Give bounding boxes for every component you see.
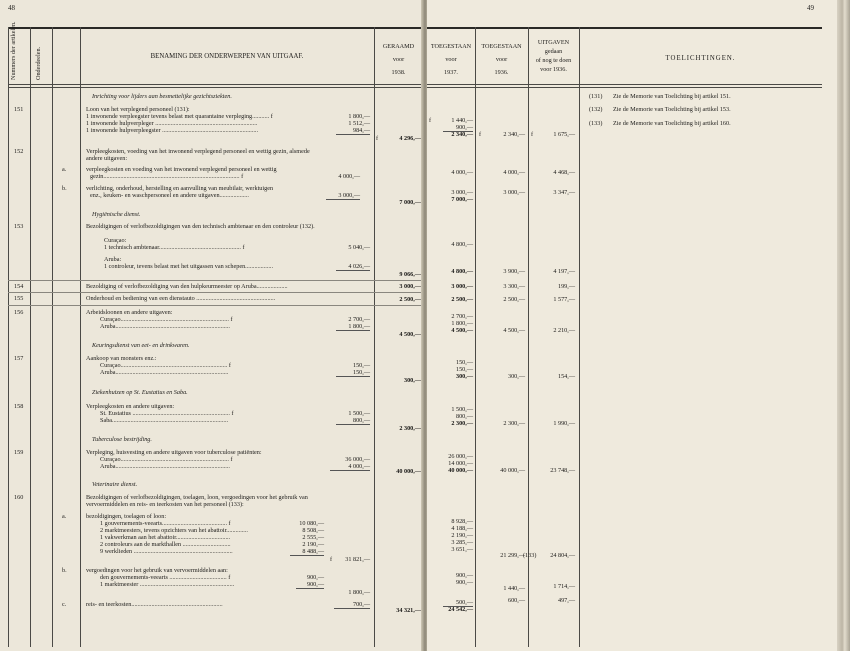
- amount: 36 000,—: [345, 456, 370, 463]
- amount: 10 080,—: [299, 520, 324, 527]
- text-line: St. Eustatius ............................................................... f: [100, 410, 234, 417]
- text-line: Onderhoud en bediening van een dienstauto ...................................................: [86, 295, 276, 302]
- header-line: UITGAVEN: [537, 39, 570, 46]
- amount: 500,—: [455, 599, 473, 606]
- amount-uitgaven: 497,—: [557, 597, 575, 604]
- currency-mark: f: [531, 131, 534, 138]
- amount-1936: 4 000,—: [503, 169, 525, 176]
- text-line: 1 controleur, tevens belast met het uitgassen van schepen..................: [104, 263, 274, 270]
- amount-1936: 3 000,—: [503, 189, 525, 196]
- amount: 150,—: [455, 359, 473, 366]
- text-line: Loon van het verplegend personeel (131):: [86, 106, 190, 113]
- amount: 984,—: [352, 127, 370, 134]
- amount: 3 000,—: [338, 192, 360, 199]
- article-number: 160: [14, 494, 24, 501]
- article-number: 156: [14, 309, 24, 316]
- amount: 3 285,—: [451, 539, 473, 546]
- sum-rule: [336, 330, 370, 331]
- header-bottom-rule: [8, 84, 423, 85]
- note-text: Zie de Memorie van Toelichting bij artikel 160.: [613, 120, 731, 127]
- article-number: 159: [14, 449, 24, 456]
- header-top-rule: [427, 27, 822, 29]
- amount: 8 508,—: [302, 527, 324, 534]
- sum-rule: [296, 588, 324, 589]
- amount: 2 555,—: [302, 534, 324, 541]
- note-number: (132): [589, 106, 603, 113]
- text-line: gezin........................................................................................ f: [90, 173, 244, 180]
- header-bottom-rule-2: [8, 87, 423, 88]
- article-number: 157: [14, 355, 24, 362]
- text-line: Curaçao:: [104, 237, 127, 244]
- text-line: 1 vakwerkman aan het abattoir...................................: [100, 534, 231, 541]
- amount-1936: 3 900,—: [503, 268, 525, 275]
- sum-rule: [326, 199, 360, 200]
- col-rule: [374, 27, 375, 647]
- text-line: 9 werklieden ................................................................: [100, 548, 233, 555]
- col-rule: [52, 27, 53, 647]
- row-rule: [8, 292, 423, 293]
- amount: 5 040,—: [348, 244, 370, 251]
- text-line: vergoedingen voor het gebruik van vervoermiddelen aan:: [86, 567, 228, 574]
- amount: 800,—: [455, 413, 473, 420]
- text-line: Aruba..........................................................................: [100, 463, 230, 470]
- sub-letter: b.: [62, 567, 67, 574]
- amount-geraamd: 2 300,—: [399, 425, 421, 432]
- amount-1937: 40 000,—: [448, 467, 473, 474]
- row-rule: [8, 305, 423, 306]
- amount-1937: 2 340,—: [451, 131, 473, 138]
- amount: 900,—: [455, 579, 473, 586]
- amount-geraamd: 9 066,—: [399, 271, 421, 278]
- note-text: Zie de Memorie van Toelichting bij artikel 151.: [613, 93, 731, 100]
- article-number: 155: [14, 295, 24, 302]
- amount: 1 800,—: [348, 113, 370, 120]
- amount-1936: 2 300,—: [503, 420, 525, 427]
- amount: 800,—: [352, 417, 370, 424]
- amount: 3 000,—: [451, 189, 473, 196]
- page-number-right: 49: [807, 4, 814, 12]
- amount-geraamd: 34 321,—: [396, 607, 421, 614]
- amount: 26 000,—: [448, 453, 473, 460]
- text-line: Curaçao...................................................................... f: [100, 316, 233, 323]
- sum-rule: [336, 424, 370, 425]
- sum-rule: [330, 470, 370, 471]
- amount-1937: 4 800,—: [451, 268, 473, 275]
- section-heading: Veterinaire dienst.: [92, 481, 138, 488]
- text-line: 2 controleurs aan de markthallen ...............................: [100, 541, 231, 548]
- amount-1936: 4 500,—: [503, 327, 525, 334]
- text-line: 1 technisch ambtenaar..................................................... f: [104, 244, 245, 251]
- amount-geraamd: 3 000,—: [399, 283, 421, 290]
- text-line: vervoermiddelen en reis- en teerkosten van het personeel (133):: [86, 501, 244, 508]
- text-line: Bezoldigingen of verlofbezoldigingen van den technisch ambtenaar en den controleur (132).: [86, 223, 315, 230]
- header-toegestaan-1937: [427, 42, 475, 77]
- amount-uitgaven: 199,—: [557, 283, 575, 290]
- header-line: 1937.: [444, 69, 458, 76]
- article-number: 153: [14, 223, 24, 230]
- amount-1936: 2 340,—: [503, 131, 525, 138]
- text-line: Verpleging, huisvesting en andere uitgaven voor tuberculose patiënten:: [86, 449, 262, 456]
- text-line: Aruba:: [104, 256, 122, 263]
- sub-letter: b.: [62, 185, 67, 192]
- article-number: 151: [14, 106, 24, 113]
- text-line: Curaçao...................................................................... f: [100, 456, 233, 463]
- amount: 14 000,—: [448, 460, 473, 467]
- section-heading: Ziekenhuizen op St. Eustatius en Saba.: [92, 389, 188, 396]
- amount: 8 488,—: [302, 548, 324, 555]
- col-rule: [579, 27, 580, 647]
- amount-geraamd: 300,—: [403, 377, 421, 384]
- page-number-left: 48: [8, 4, 15, 12]
- amount-1936: 3 300,—: [503, 283, 525, 290]
- amount-geraamd: 2 500,—: [399, 296, 421, 303]
- amount-1937: 7 000,—: [451, 196, 473, 203]
- header-line: gedaan: [544, 48, 563, 55]
- section-heading: Hygiënische dienst.: [92, 211, 141, 218]
- header-top-rule: [8, 27, 423, 29]
- amount: 4 800,—: [451, 241, 473, 248]
- amount-uitgaven: 1 990,—: [553, 420, 575, 427]
- amount: 150,—: [352, 369, 370, 376]
- amount-uitgaven: 3 347,—: [553, 189, 575, 196]
- amount: 700,—: [352, 601, 370, 608]
- text-line: Bezoldiging of verlofbezoldiging van den hulpkeurmeester op Aruba....................: [86, 283, 288, 290]
- header-bottom-rule-2: [427, 87, 822, 88]
- text-line: Aruba.........................................................................: [100, 369, 229, 376]
- amount: 150,—: [352, 362, 370, 369]
- text-line: Arbeidsloonen en andere uitgaven:: [86, 309, 173, 316]
- text-line: Curaçao..................................................................... f: [100, 362, 231, 369]
- amount-uitgaven: 154,—: [557, 373, 575, 380]
- amount-1936: 21 299,—: [500, 552, 525, 559]
- header-geraamd: [374, 42, 423, 77]
- amount-1937: 24 542,—: [448, 606, 473, 613]
- amount: 2 700,—: [451, 313, 473, 320]
- header-line: of nog te doen: [535, 57, 572, 64]
- currency-mark: f: [376, 135, 379, 142]
- amount: 4 000,—: [338, 173, 360, 180]
- header-line: TOEGESTAAN: [481, 43, 522, 50]
- currency-mark: f: [429, 117, 432, 124]
- header-geraamd-l1: GERAAMD: [382, 43, 415, 50]
- article-number: 154: [14, 283, 24, 290]
- col-rule: [80, 27, 81, 647]
- sub-letter: a.: [62, 166, 67, 173]
- header-geraamd-l3: 1938.: [391, 69, 406, 76]
- page-edges: [837, 0, 850, 651]
- amount: 4 000,—: [348, 463, 370, 470]
- sum-rule: [336, 376, 370, 377]
- sum-rule: [290, 555, 324, 556]
- amount-uitgaven: 1 577,—: [553, 296, 575, 303]
- text-line: den gouvernements-veearts ..................................... f: [100, 574, 231, 581]
- amount-1936: 40 000,—: [500, 467, 525, 474]
- header-toegestaan-1936: [475, 42, 528, 77]
- amount-geraamd: 7 000,—: [399, 199, 421, 206]
- amount: 1 800,—: [451, 320, 473, 327]
- note-text: Zie de Memorie van Toelichting bij artikel 153.: [613, 106, 731, 113]
- text-line: 1 gouvernements-veearts.......................................... f: [100, 520, 231, 527]
- text-line: verpleegkosten en voeding van het inwonend verplegend personeel en wettig: [86, 166, 277, 173]
- amount-1937: 3 000,—: [451, 283, 473, 290]
- amount: 150,—: [455, 366, 473, 373]
- amount-uitgaven: 24 804,—: [550, 552, 575, 559]
- amount: 1 800,—: [348, 323, 370, 330]
- currency-mark: f: [479, 131, 482, 138]
- amount-uitgaven: 23 748,—: [550, 467, 575, 474]
- sum-rule: [336, 134, 370, 135]
- amount-1936: 1 440,—: [503, 585, 525, 592]
- amount: 900,—: [455, 572, 473, 579]
- amount-geraamd: 4 500,—: [399, 331, 421, 338]
- header-line: 1936.: [494, 69, 509, 76]
- text-line: 1 inwonende hulpverpleegster ..............................................................: [86, 127, 259, 134]
- text-line: Saba...........................................................................: [100, 417, 229, 424]
- text-line: 2 marktmeesters, tevens opzichters van het abattoir..............: [100, 527, 248, 534]
- left-page: [0, 0, 423, 651]
- note-reference: (133): [523, 552, 537, 559]
- note-number: (133): [589, 120, 603, 127]
- col-rule: [475, 27, 476, 647]
- row-rule: [8, 280, 423, 281]
- amount: 900,—: [455, 124, 473, 131]
- text-line: enz., keuken- en waschpersoneel en andere uitgaven...................: [90, 192, 249, 199]
- amount-uitgaven: 4 197,—: [553, 268, 575, 275]
- text-line: andere uitgaven:: [86, 155, 128, 162]
- text-line: 1 inwonende hulpverpleger ..................................................................: [86, 120, 258, 127]
- sub-letter: a.: [62, 513, 67, 520]
- amount-uitgaven: 2 210,—: [553, 327, 575, 334]
- header-line: voor 1936.: [540, 66, 567, 73]
- amount: 4 026,—: [348, 263, 370, 270]
- text-line: Bezoldigingen of verlofbezoldigingen, toelagen, loon, vergoedingen voor het gebruik van: [86, 494, 308, 501]
- text-line: verlichting, onderhoud, herstelling en aanvulling van meubilair, werktuigen: [86, 185, 274, 192]
- col-rule: [8, 27, 9, 647]
- amount-1937: 2 500,—: [451, 296, 473, 303]
- amount-uitgaven: 4 468,—: [553, 169, 575, 176]
- amount-1937: 2 300,—: [451, 420, 473, 427]
- text-line: bezoldigingen, toelagen of loon:: [86, 513, 167, 520]
- text-line: 1 inwonende verpleegster tevens belast met quarantaine verpleging........... f: [86, 113, 273, 120]
- amount: 1 800,—: [348, 589, 370, 596]
- amount-geraamd: 40 000,—: [396, 468, 421, 475]
- header-line: voor: [495, 56, 508, 63]
- amount: 2 190,—: [302, 541, 324, 548]
- amount: 1 500,—: [451, 406, 473, 413]
- section-heading: Inrichting voor lijders aan besmettelijke gezichtsziekten.: [92, 93, 232, 100]
- amount: 900,—: [306, 574, 324, 581]
- col-rule: [30, 27, 31, 647]
- article-number: 152: [14, 148, 24, 155]
- header-nummers: Nummers der artikelen.: [10, 21, 17, 80]
- amount: 1 500,—: [348, 410, 370, 417]
- header-uitgaven: [528, 38, 579, 74]
- text-line: reis- en teerkosten...........................................................: [86, 601, 223, 608]
- amount-1936: 300,—: [507, 373, 525, 380]
- amount-1937: 300,—: [455, 373, 473, 380]
- amount-1937: 4 500,—: [451, 327, 473, 334]
- sum-rule: [334, 608, 370, 609]
- amount-1936: 2 500,—: [503, 296, 525, 303]
- amount-geraamd: 4 296,—: [399, 135, 421, 142]
- amount: 3 651,—: [451, 546, 473, 553]
- header-line: TOEGESTAAN: [430, 43, 472, 50]
- note-number: (131): [589, 93, 603, 100]
- text-line: Aankoop van monsters enz.:: [86, 355, 157, 362]
- header-toelichtingen: TOELICHTINGEN.: [665, 55, 736, 62]
- article-number: 158: [14, 403, 24, 410]
- currency-mark: f: [330, 556, 333, 563]
- text-line: 1 marktmeester .............................................................: [100, 581, 235, 588]
- section-heading: Keuringsdienst van eet- en drinkwaren.: [92, 342, 190, 349]
- header-bottom-rule: [427, 84, 822, 85]
- amount: 31 821,—: [345, 556, 370, 563]
- amount: 4 188,—: [451, 525, 473, 532]
- text-line: Verpleegkosten, voeding van het inwonend verplegend personeel en wettig gezin, alsmede: [86, 148, 310, 155]
- section-heading: Tuberculose bestrijding.: [92, 436, 152, 443]
- amount: 1 512,—: [348, 120, 370, 127]
- amount: 900,—: [306, 581, 324, 588]
- sum-rule: [336, 270, 370, 271]
- amount: 8 928,—: [451, 518, 473, 525]
- amount: 2 700,—: [348, 316, 370, 323]
- amount-1936: 600,—: [507, 597, 525, 604]
- header-line: voor: [445, 56, 457, 63]
- header-benaming: BENAMING DER ONDERWERPEN VAN UITGAAF.: [150, 53, 304, 60]
- sub-letter: c.: [62, 601, 67, 608]
- header-onderdeelen: Onderdeelen.: [35, 46, 42, 80]
- right-page: [427, 0, 837, 651]
- amount: 4 000,—: [451, 169, 473, 176]
- text-line: Aruba..........................................................................: [100, 323, 230, 330]
- amount: 1 440,—: [451, 117, 473, 124]
- amount: 2 190,—: [451, 532, 473, 539]
- header-geraamd-l2: voor: [392, 56, 405, 63]
- amount-uitgaven: 1 675,—: [553, 131, 575, 138]
- amount-uitgaven: 1 714,—: [553, 583, 575, 590]
- text-line: Verpleegkosten en andere uitgaven:: [86, 403, 175, 410]
